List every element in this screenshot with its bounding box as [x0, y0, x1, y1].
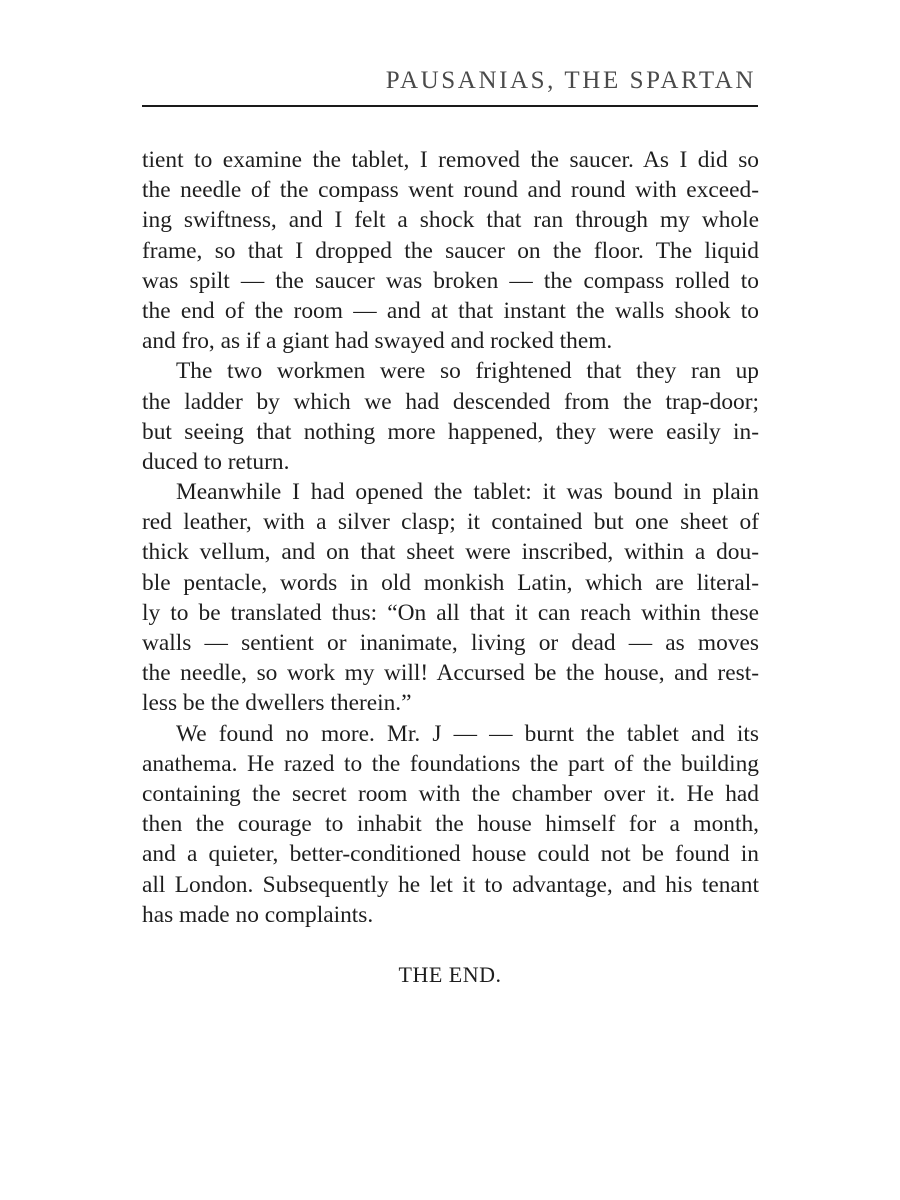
text-line: ble pentacle, words in old monkish Latin, which are literal- — [142, 569, 759, 596]
text-line: anathema. He razed to the foundations the part of the building — [142, 750, 759, 777]
text-line: The two workmen were so frightened that they ran up — [176, 358, 759, 385]
text-line: the needle of the compass went round and round with exceed- — [142, 177, 759, 204]
text-line: thick vellum, and on that sheet were inscribed, within a dou- — [142, 539, 759, 566]
text-line: ly to be translated thus: “On all that it can reach within these — [142, 599, 759, 626]
text-line: has made no complaints. — [142, 901, 374, 928]
body-text — [142, 145, 759, 930]
text-line: and fro, as if a giant had swayed and rocked them. — [142, 328, 613, 355]
text-line: but seeing that nothing more happened, they were easily in- — [142, 418, 759, 445]
text-line: We found no more. Mr. J — — burnt the tablet and its — [176, 720, 759, 747]
text-line: containing the secret room with the chamber over it. He had — [142, 780, 759, 807]
text-line: less be the dwellers therein.” — [142, 690, 412, 717]
running-head-title: PAUSANIAS, THE SPARTAN — [385, 67, 756, 94]
text-line: was spilt — the saucer was broken — the compass rolled to — [142, 267, 759, 294]
paragraph-2 — [142, 356, 759, 477]
text-line: tient to examine the tablet, I removed the saucer. As I did so — [142, 147, 759, 173]
paragraph-1 — [142, 145, 759, 356]
text-line: then the courage to inhabit the house himself for a month, — [142, 811, 759, 838]
text-line: the ladder by which we had descended from the trap-door; — [142, 388, 759, 415]
text-line: Meanwhile I had opened the tablet: it was bound in plain — [176, 479, 759, 506]
paragraph-3 — [142, 477, 759, 719]
text-line: and a quieter, better-conditioned house could not be found in — [142, 841, 759, 868]
header-rule — [142, 105, 758, 107]
text-line: the needle, so work my will! Accursed be the house, and rest- — [142, 660, 759, 687]
text-line: walls — sentient or inanimate, living or dead — as moves — [142, 630, 759, 656]
text-line: duced to return. — [142, 448, 290, 475]
text-line: the end of the room — and at that instant the walls shook to — [142, 297, 759, 324]
text-line: frame, so that I dropped the saucer on the floor. The liquid — [142, 237, 759, 264]
paragraph-4 — [142, 719, 759, 930]
text-line: all London. Subsequently he let it to advantage, and his tenant — [142, 871, 759, 898]
text-line: red leather, with a silver clasp; it contained but one sheet of — [142, 509, 759, 536]
the-end-closing: THE END. — [398, 962, 502, 987]
text-line: ing swiftness, and I felt a shock that ran through my whole — [142, 207, 759, 234]
